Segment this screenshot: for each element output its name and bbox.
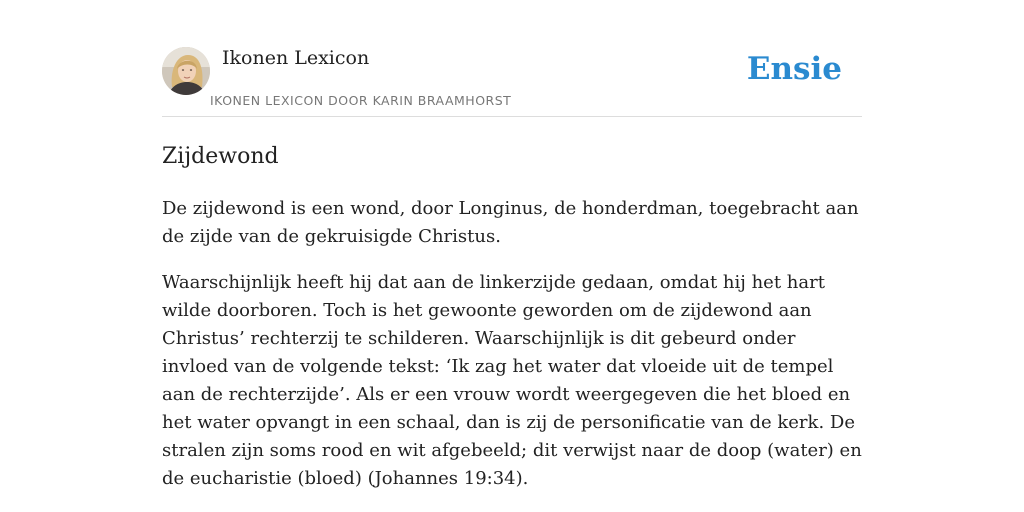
author-avatar[interactable] (162, 47, 210, 95)
lexicon-subtitle[interactable]: IKONEN LEXICON DOOR KARIN BRAAMHORST (210, 93, 512, 108)
article-body (162, 195, 862, 493)
article-paragraph: Waarschijnlijk heeft hij dat aan de linkerzijde gedaan, omdat hij het hart wilde doorboren. Toch is het gewoonte geworden om de zijdewond aan Christus’ rechterzij te schilderen. Waarschijnlijk is dit gebeurd onder invloed van de volgende tekst: ‘Ik zag het water dat vloeide uit de tempel aan de rechterzijde’. Als er een vrouw wordt weergegeven die het bloed en het water opvangt in een schaal, dan is zij de personificatie van de kerk. De stralen zijn soms rood en wit afgebeeld; dit verwijst naar de doop (water) en de eucharistie (bloed) (Johannes 19:34). (162, 272, 862, 489)
lexicon-header (162, 0, 862, 117)
author-portrait-icon (162, 47, 210, 95)
article-paragraph: De zijdewond is een wond, door Longinus, de honderdman, toegebracht aan de zijde van de gekruisigde Christus. (162, 198, 859, 247)
article-title: Zijdewond (162, 144, 279, 169)
page-container (162, 0, 862, 512)
ensie-logo[interactable]: Ensie (746, 51, 842, 87)
lexicon-name[interactable]: Ikonen Lexicon (222, 47, 370, 69)
